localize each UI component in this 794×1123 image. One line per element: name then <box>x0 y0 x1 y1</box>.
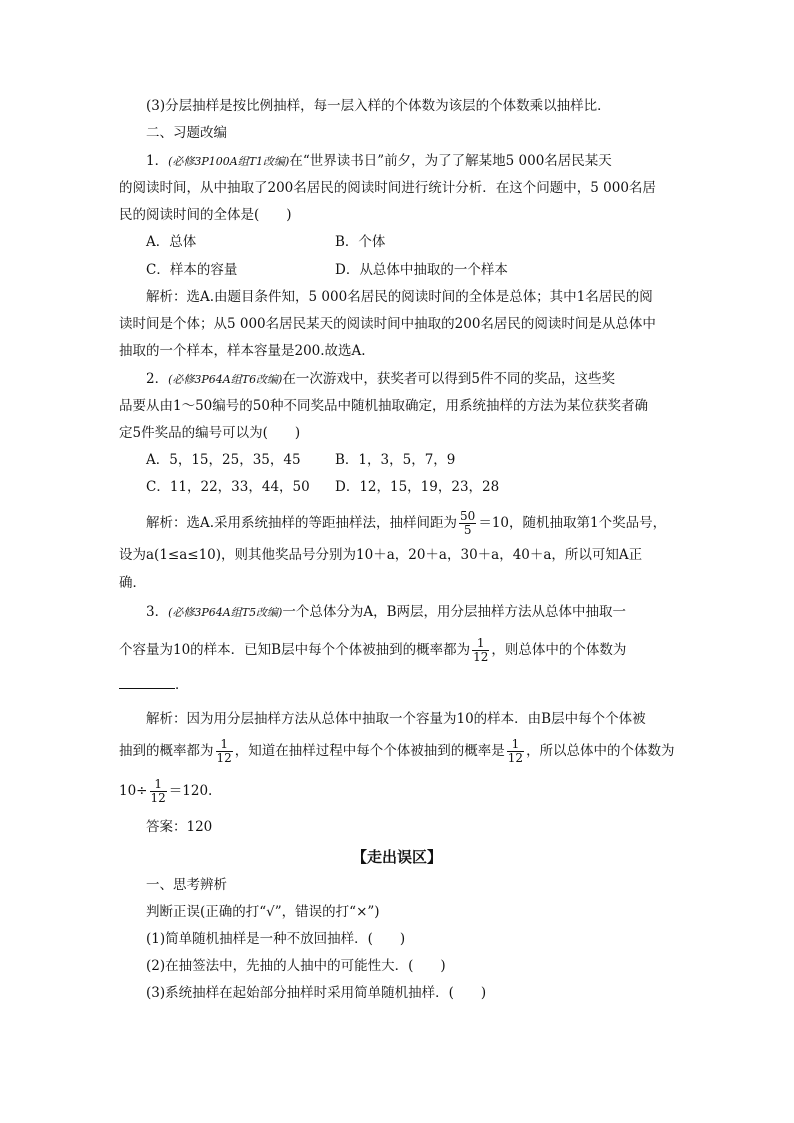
question-3-line <box>146 603 626 622</box>
instruction-text: 判断正误(正确的打“√”，错误的打“×”) <box>146 904 380 920</box>
question-text: ，则总体中的个体数为 <box>491 642 627 658</box>
subsection-heading: 二、习题改编 <box>146 125 227 141</box>
option-d: D．12，15，19，23，28 <box>335 479 500 495</box>
solution-text: 读时间是个体；从5 000名居民某天的阅读时间中抽取的200名居民的阅读时间是从总体中 <box>119 316 656 332</box>
solution-line <box>119 738 675 765</box>
fraction-denominator: 12 <box>150 791 166 805</box>
solution-text: 抽取的一个样本，样本容量是200.故选A. <box>119 343 366 359</box>
fraction-numerator: 50 <box>460 509 476 523</box>
question-2-line <box>146 370 615 389</box>
solution-text: 抽到的概率都为 <box>119 743 214 759</box>
question-source: (必修3P64A组T6改编) <box>168 373 283 386</box>
solution-text: 解析：因为用分层抽样方法从总体中抽取一个容量为10的样本．由B层中每个个体被 <box>146 711 646 727</box>
fraction-numerator: 1 <box>511 737 520 751</box>
option-c: C．11，22，33，44，50 <box>146 479 310 495</box>
judgement-item: (1)简单随机抽样是一种不放回抽样．( ) <box>146 931 406 947</box>
fraction-numerator: 1 <box>220 737 228 751</box>
option-b: B．1，3，5，7，9 <box>335 452 456 468</box>
solution-text: 解析：选A.采用系统抽样的等距抽样法，抽样间距为 <box>146 515 458 531</box>
question-1-line <box>146 152 612 171</box>
solution-text: ＝10，随机抽取第1个奖品号， <box>478 515 667 531</box>
fraction-denominator: 12 <box>507 751 524 765</box>
question-text: 品要从由1～50编号的50种不同奖品中随机抽取确定，用系统抽样的方法为某位获奖者确 <box>119 398 648 414</box>
option-a: A．总体 <box>146 234 197 250</box>
fraction-numerator: 1 <box>154 777 162 791</box>
solution-text: 解析：选A.由题目条件知，5 000名居民的阅读时间的全体是总体；其中1名居民的阅 <box>146 289 653 305</box>
fraction <box>216 738 233 765</box>
solution-text: ，知道在抽样过程中每个个体被抽到的概率是 <box>234 743 505 759</box>
question-number: 1． <box>146 153 169 169</box>
option-c: C．样本的容量 <box>146 262 238 278</box>
question-number: 3． <box>146 604 169 620</box>
option-a: A．5，15，25，35，45 <box>146 452 301 468</box>
fraction-denominator: 5 <box>459 523 476 537</box>
judgement-item: (3)系统抽样在起始部分抽样时采用简单随机抽样．( ) <box>146 985 487 1001</box>
option-d: D．从总体中抽取的一个样本 <box>335 262 508 278</box>
option-b: B．个体 <box>335 234 386 250</box>
fraction <box>150 778 167 805</box>
fraction-numerator: 1 <box>476 636 485 650</box>
solution-text: ＝120. <box>168 783 213 799</box>
question-text: 个容量为10的样本．已知B层中每个个体被抽到的概率都为 <box>119 642 471 658</box>
fraction-denominator: 12 <box>216 751 232 765</box>
question-source: (必修3P64A组T5改编) <box>168 606 283 619</box>
answer-blank <box>119 676 175 689</box>
fraction <box>459 510 476 537</box>
judgement-item: (2)在抽签法中，先抽的人抽中的可能性大．( ) <box>146 958 446 974</box>
question-source: (必修3P100A组T1改编) <box>168 155 290 168</box>
question-text: 定5件奖品的编号可以为( ) <box>119 425 301 441</box>
solution-text: ，所以总体中的个体数为 <box>526 743 675 759</box>
fraction-denominator: 12 <box>473 650 489 664</box>
solution-text: 确． <box>119 575 146 591</box>
question-text: 一个总体分为A，B两层，用分层抽样方法从总体中抽取一 <box>282 604 627 620</box>
question-text: ． <box>175 677 189 693</box>
section-title: 【走出误区】 <box>351 848 442 866</box>
answer-text: 答案：120 <box>146 819 213 835</box>
text-line: (3)分层抽样是按比例抽样，每一层入样的个体数为该层的个体数乘以抽样比． <box>146 98 611 114</box>
solution-text: 设为a(1≤a≤10)，则其他奖品号分别为10＋a，20＋a，30＋a，40＋a，所以可知A正 <box>119 547 643 563</box>
question-text: 在一次游戏中，获奖者可以得到5件不同的奖品，这些奖 <box>282 371 615 387</box>
question-line <box>119 637 626 664</box>
solution-line <box>119 778 212 805</box>
fraction <box>472 637 489 664</box>
answer-blank-line <box>119 676 189 694</box>
question-text: 在“世界读书日”前夕，为了了解某地5 000名居民某天 <box>289 153 612 169</box>
fraction <box>507 738 524 765</box>
solution-line <box>146 510 666 537</box>
solution-text: 10÷ <box>119 783 148 799</box>
subsection-heading: 一、思考辨析 <box>146 877 227 893</box>
question-text: 民的阅读时间的全体是( ) <box>119 207 292 223</box>
question-number: 2． <box>146 371 169 387</box>
question-text: 的阅读时间，从中抽取了200名居民的阅读时间进行统计分析．在这个问题中，5 000名居 <box>119 180 656 196</box>
